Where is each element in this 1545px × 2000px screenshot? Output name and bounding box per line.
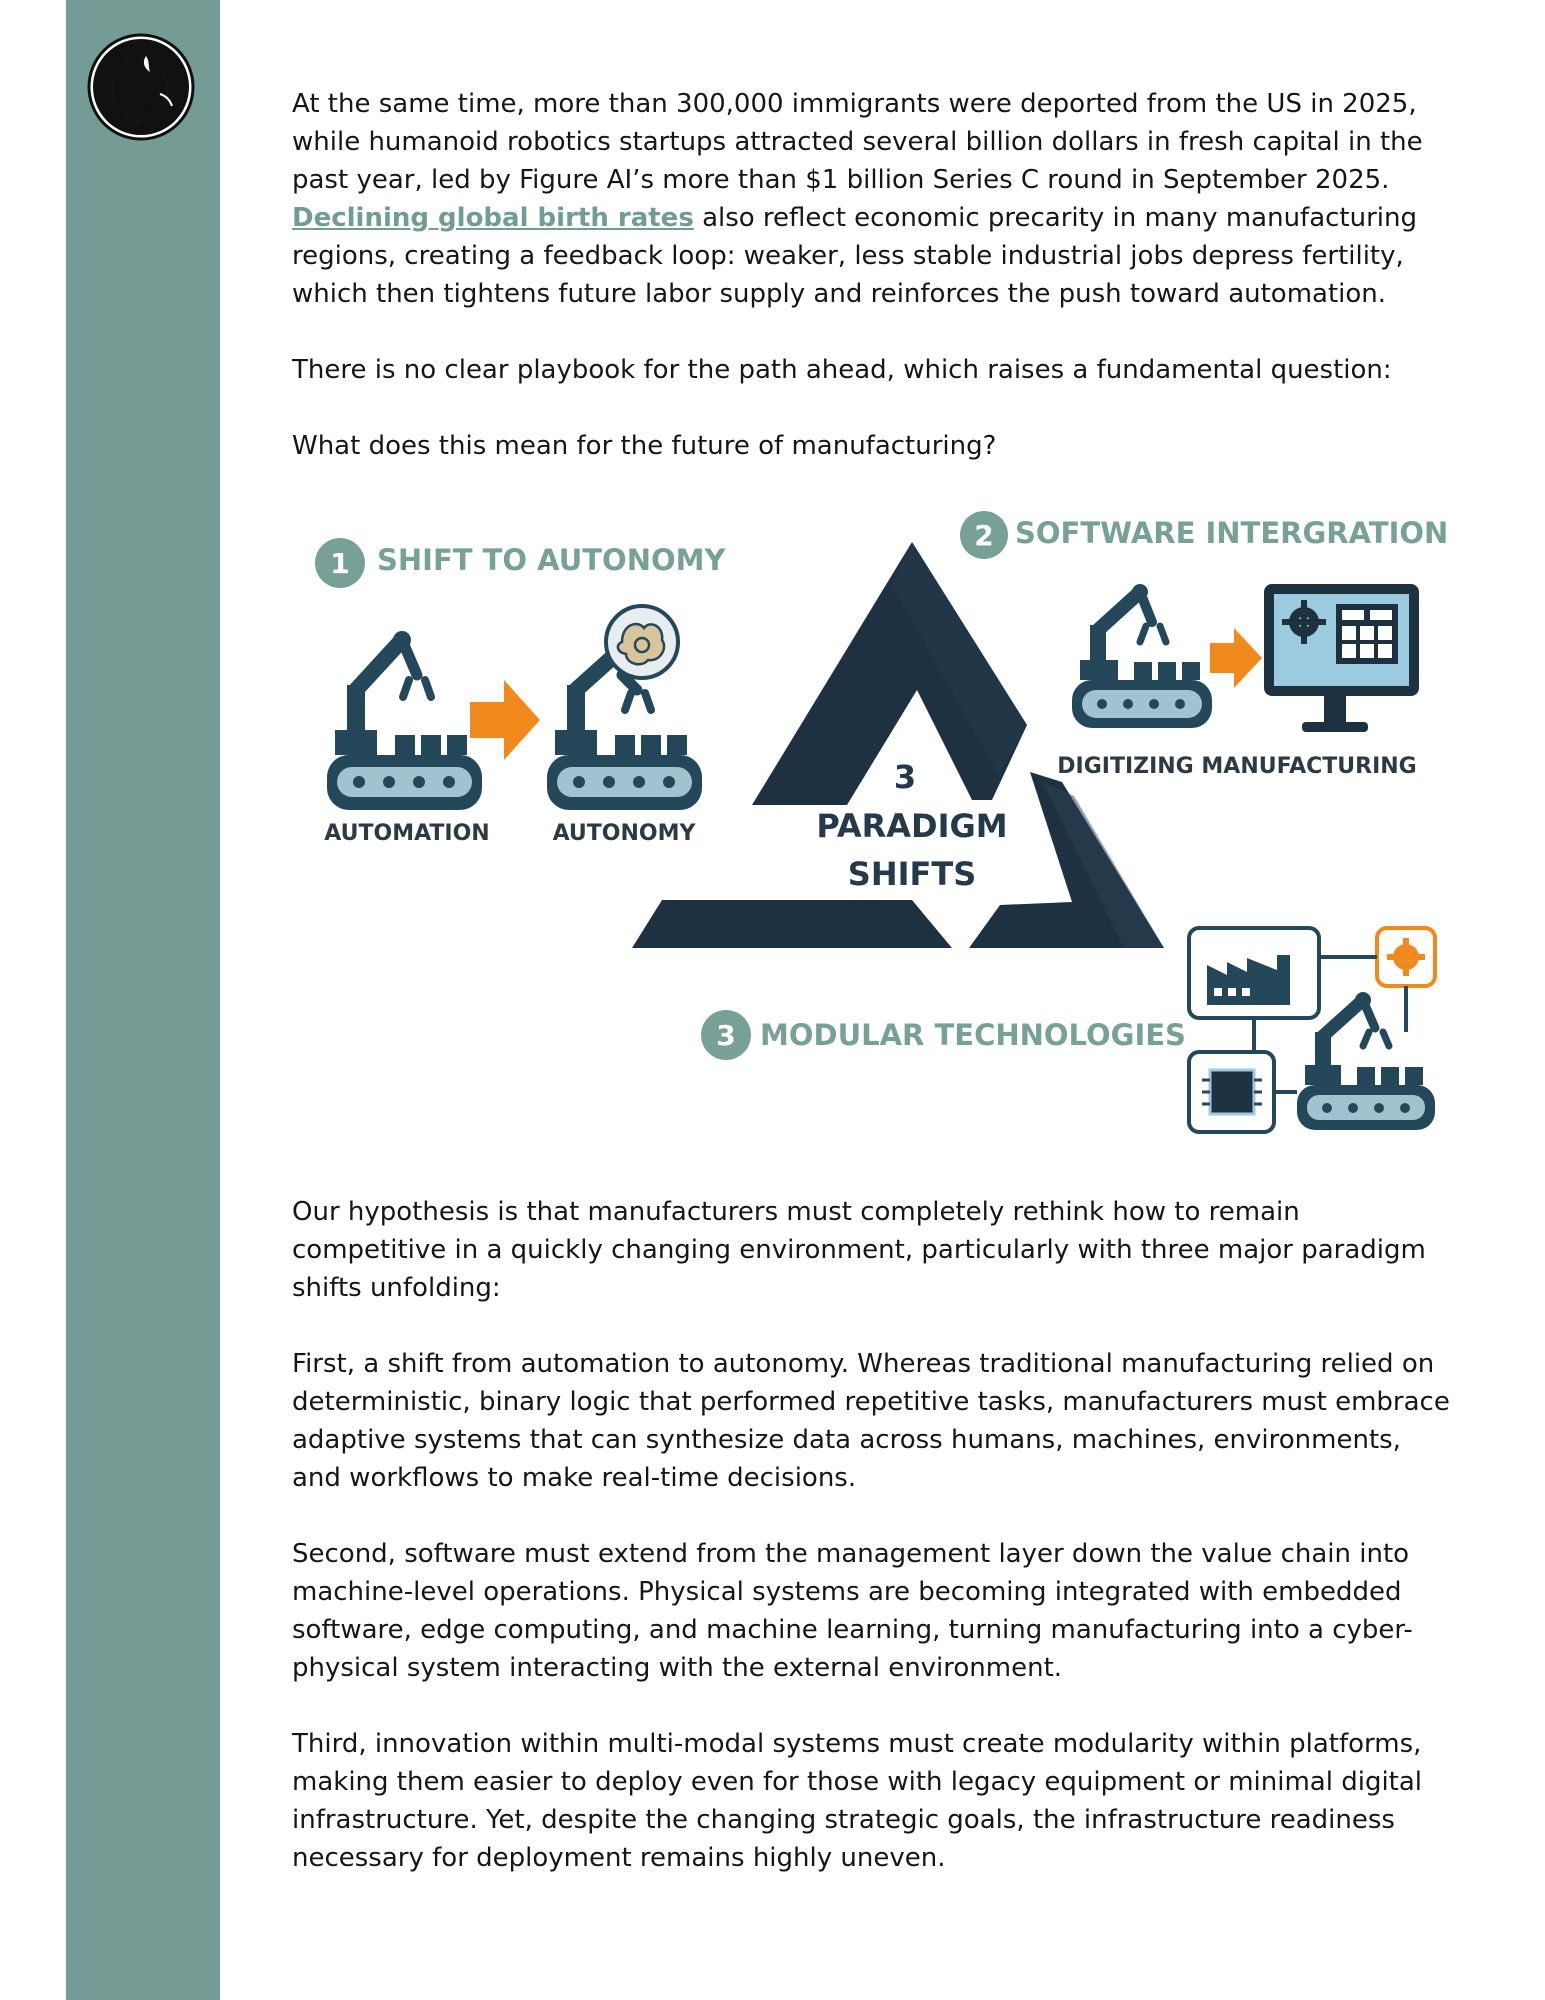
center-line-paradigm: PARADIGM <box>816 807 1008 845</box>
paragraph-context-text: At the same time, more than 300,000 immigrants were deported from the US in 2025, while humanoid robotics startups attracted several billion dollars in fresh capital in the past year, led by Figure AI’s more than $1 billion Series C round in September 2025. <box>292 89 1423 195</box>
sidebar-band <box>66 0 220 2000</box>
paragraph-hypothesis: Our hypothesis is that manufacturers must completely rethink how to remain competitive in a quickly changing environment, particularly with three major paradigm shifts unfolding: <box>292 1197 1426 1303</box>
birth-rates-link[interactable]: Declining global birth rates <box>292 203 694 233</box>
paragraph-playbook: There is no clear playbook for the path ahead, which raises a fundamental question: <box>292 355 1392 385</box>
bison-logo-icon <box>86 32 196 142</box>
brain-icon <box>606 606 678 678</box>
monitor-icon <box>1264 584 1419 732</box>
automation-label: AUTOMATION <box>324 821 490 846</box>
shift2-number: 2 <box>974 519 994 552</box>
shift1-number: 1 <box>330 547 350 580</box>
autonomy-label: AUTONOMY <box>552 821 696 846</box>
shift2-header <box>960 511 1448 559</box>
shift1-title: SHIFT TO AUTONOMY <box>377 543 726 577</box>
digitizing-robot-icon <box>1072 584 1212 728</box>
shift2-title: SOFTWARE INTERGRATION <box>1015 516 1449 550</box>
shift3-title: MODULAR TECHNOLOGIES <box>760 1018 1186 1052</box>
shift1-header <box>315 538 726 588</box>
automation-robot-icon <box>327 631 482 810</box>
arrow-right-icon <box>470 680 540 760</box>
paragraph-context-continued: also reflect economic precarity in many manufacturing regions, creating a feedback loop: weaker, less stable industrial jobs depress fertility, which then tightens future labor supply and reinforces the push toward automation. <box>292 203 1417 309</box>
paragraph-first-shift: First, a shift from automation to autonomy. Whereas traditional manufacturing relied on deterministic, binary logic that performed repetitive tasks, manufacturers must embrace adaptive systems that can synthesize data across humans, machines, environments, and workflows to make real-time decisions. <box>292 1349 1450 1493</box>
paragraph-second-shift: Second, software must extend from the management layer down the value chain into machine-level operations. Physical systems are becoming integrated with embedded software, edge computing, and machine learning, turning manufacturing into a cyber-physical system interacting with the external environment. <box>292 1539 1413 1683</box>
autonomy-robot-icon <box>547 655 702 810</box>
paradigm-shifts-figure <box>292 500 1452 1140</box>
modular-diagram <box>1189 928 1435 1132</box>
center-number: 3 <box>893 758 917 796</box>
paragraph-context <box>292 85 1452 313</box>
shift3-header <box>701 1010 1186 1060</box>
arrow-right-icon <box>1210 628 1262 688</box>
paragraph-third-shift: Third, innovation within multi-modal systems must create modularity within platforms, making them easier to deploy even for those with legacy equipment or minimal digital infrastructure. Yet, despite the changing strategic goals, the infrastructure readiness necessary for deployment remains highly uneven. <box>292 1729 1423 1873</box>
shift3-number: 3 <box>716 1019 736 1052</box>
center-line-shifts: SHIFTS <box>847 855 977 893</box>
digitizing-label: DIGITIZING MANUFACTURING <box>1057 754 1417 779</box>
paragraph-question: What does this mean for the future of manufacturing? <box>292 431 997 461</box>
